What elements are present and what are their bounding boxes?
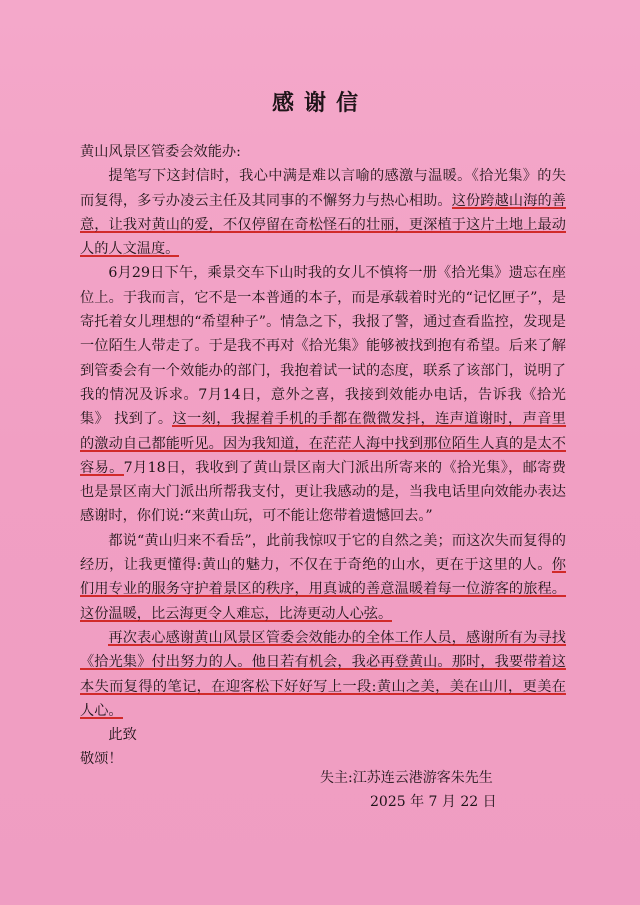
paragraph-1 bbox=[80, 164, 566, 261]
text-segment: 6月29日下午，乘景交车下山时我的女儿不慎将一册《拾光集》遗忘在座位上。于我而言，它不是一本普通的本子，而是承载着时光的“记忆匣子”，是寄托着女儿理想的“希望种子”。情急之下，我报了警，通过查看监控，发现是一位陌生人带走了。于是我不再对《拾光集》能够被找到抱有希望。后来了解到管委会有一个效能办的部门，我抱着试一试的态度，联系了该部门，说明了我的情况及诉求。7月14日，意外之喜，我接到效能办电话，告诉我《拾光集》 找到了。 bbox=[80, 265, 566, 428]
salutation: 黄山风景区管委会效能办: bbox=[80, 144, 241, 160]
letter-title: 感谢信 bbox=[271, 90, 368, 116]
underlined-segment: 你们用专业的服务守护着景区的秩序，用真诚的善意温暖着每一位游客的旅程。这份温暖，比云海更令人难忘，比涛更动人心弦。 bbox=[80, 557, 566, 622]
underlined-segment: 再次表心感谢黄山风景区管委会效能办的全体工作人员，感谢所有为寻找《拾光集》付出努力的人。他日若有机会，我必再登黄山。那时，我要带着这本失而复得的笔记，在迎客松下好好写上一段:黄山之美，美在山川，更美在人心。 bbox=[80, 629, 566, 719]
underlined-segment: 这一刻，我握着手机的手都在微微发抖，连声道谢时，声音里的激动自己都能听见。因为我知道，在茫茫人海中找到那位陌生人真的是太不容易。 bbox=[80, 411, 566, 476]
paragraph-2 bbox=[80, 261, 566, 528]
letter-date: 2025 年 7 月 22 日 bbox=[370, 794, 497, 810]
closing-salute: 敬颂！ bbox=[80, 751, 123, 768]
text-segment: 提笔写下这封信时，我心中满是难以言喻的感激与温暖。《拾光集》的失而复得，多亏办凌云主任及其同事的不懈努力与热心相助。 bbox=[80, 168, 566, 209]
paragraph-3 bbox=[80, 529, 566, 626]
text-segment: 7月18日，我收到了黄山景区南大门派出所寄来的《拾光集》，邮寄费也是景区南大门派出所帮我支付，更让我感动的是，当我电话里向效能办表达感谢时，你们说:“来黄山玩，可不能让您带着遗憾回去。” bbox=[80, 459, 566, 525]
letter-body bbox=[80, 140, 566, 772]
text-segment: 都说“黄山归来不看岳”，此前我惊叹于它的自然之美；而这次失而复得的经历，让我更懂得:黄山的魅力，不仅在于奇绝的山水，更在于这里的人。 bbox=[80, 532, 566, 574]
signature: 失主:江苏连云港游客朱先生 bbox=[320, 770, 493, 786]
paragraph-4 bbox=[80, 626, 566, 723]
underlined-segment: 这份跨越山海的善意，让我对黄山的爱，不仅停留在奇松怪石的壮丽，更深植于这片土地上最动人的人文温度。 bbox=[80, 192, 566, 258]
closing-regards: 此致 bbox=[108, 727, 137, 744]
